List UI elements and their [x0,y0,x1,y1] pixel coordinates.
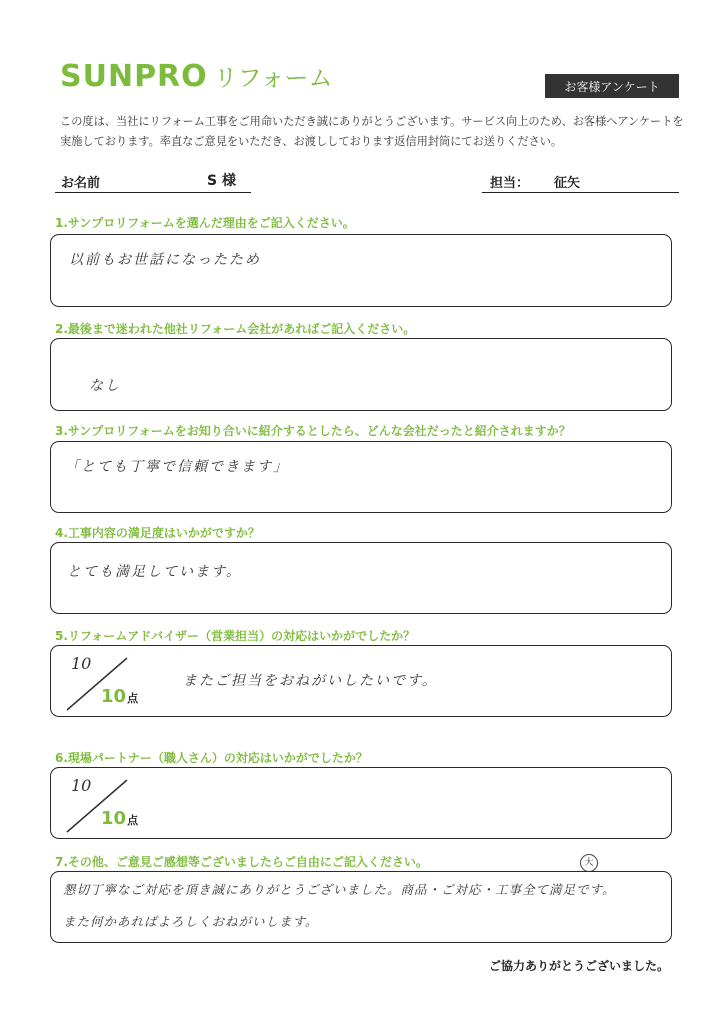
question-4-answer: とても満足しています。 [67,564,242,580]
thanks-text: ご協力ありがとうございました。 [489,959,670,973]
question-5-box [50,645,672,717]
question-6-score [61,772,161,836]
question-1-title: 1.サンプロリフォームを選んだ理由をご記入ください。 [55,216,355,230]
question-3-answer: 「とても丁寧で信頼できます」 [65,459,289,475]
question-1-box [50,234,672,307]
survey-badge: お客様アンケート [545,74,679,98]
question-6-score-max-wrap [101,808,138,829]
question-3-box [50,441,672,513]
question-2-title: 2.最後まで迷われた他社リフォーム会社があればご記入ください。 [55,322,416,336]
question-5-title: 5.リフォームアドバイザー（営業担当）の対応はいかがでしたか？ [55,629,416,643]
question-5-score-max: 10 [101,686,127,707]
question-4-title: 4.工事内容の満足度はいかがですか？ [55,526,260,540]
logo [60,58,332,94]
name-label: お名前 [61,176,101,191]
question-6-score-unit: 点 [127,814,139,827]
question-7-answer-line-1: 懇切丁寧なご対応を頂き誠にありがとうございました。商品・ご対応・工事全て満足です。 [63,882,616,897]
logo-jp: リフォーム [213,64,333,92]
question-5-score-given: 10 [71,654,92,673]
staff-label: 担当： [490,176,530,191]
question-7-title: 7.その他、ご意見ご感想等ございましたらご自由にご記入ください。 [55,855,428,869]
question-7-answer-line-2: また何かあればよろしくおねがいします。 [63,914,319,929]
logo-en: SUNPRO [60,59,208,94]
staff-value: 征矢 [554,176,581,191]
question-3-title: 3.サンプロリフォームをお知り合いに紹介するとしたら、どんな会社だったと紹介されますか？ [55,424,571,438]
question-6-box [50,767,672,839]
name-value: S 様 [207,173,236,189]
question-6-score-max: 10 [101,808,127,829]
question-6-score-given: 10 [71,776,92,795]
staff-field [482,168,679,193]
question-7-annotation: 大 [580,854,598,872]
question-4-box [50,542,672,614]
question-5-score-max-wrap [101,686,138,707]
question-2-box [50,338,672,411]
question-6-title: 6.現場パートナー（職人さん）の対応はいかがでしたか？ [55,751,368,765]
question-2-answer: なし [89,378,121,394]
question-5-answer: またご担当をおねがいしたいです。 [183,673,438,689]
question-5-score [61,650,161,714]
customer-name-field [55,168,251,193]
question-1-answer: 以前もお世話になったため [69,252,261,268]
question-5-score-unit: 点 [127,692,139,705]
intro-text: この度は、当社にリフォーム工事をご用命いただき誠にありがとうございます。サービス向上のため、お客様へアンケートを実施しております。率直なご意見をいただき、お渡ししております返信用封筒にてお送りください。 [60,115,684,148]
question-7-box [50,871,672,943]
